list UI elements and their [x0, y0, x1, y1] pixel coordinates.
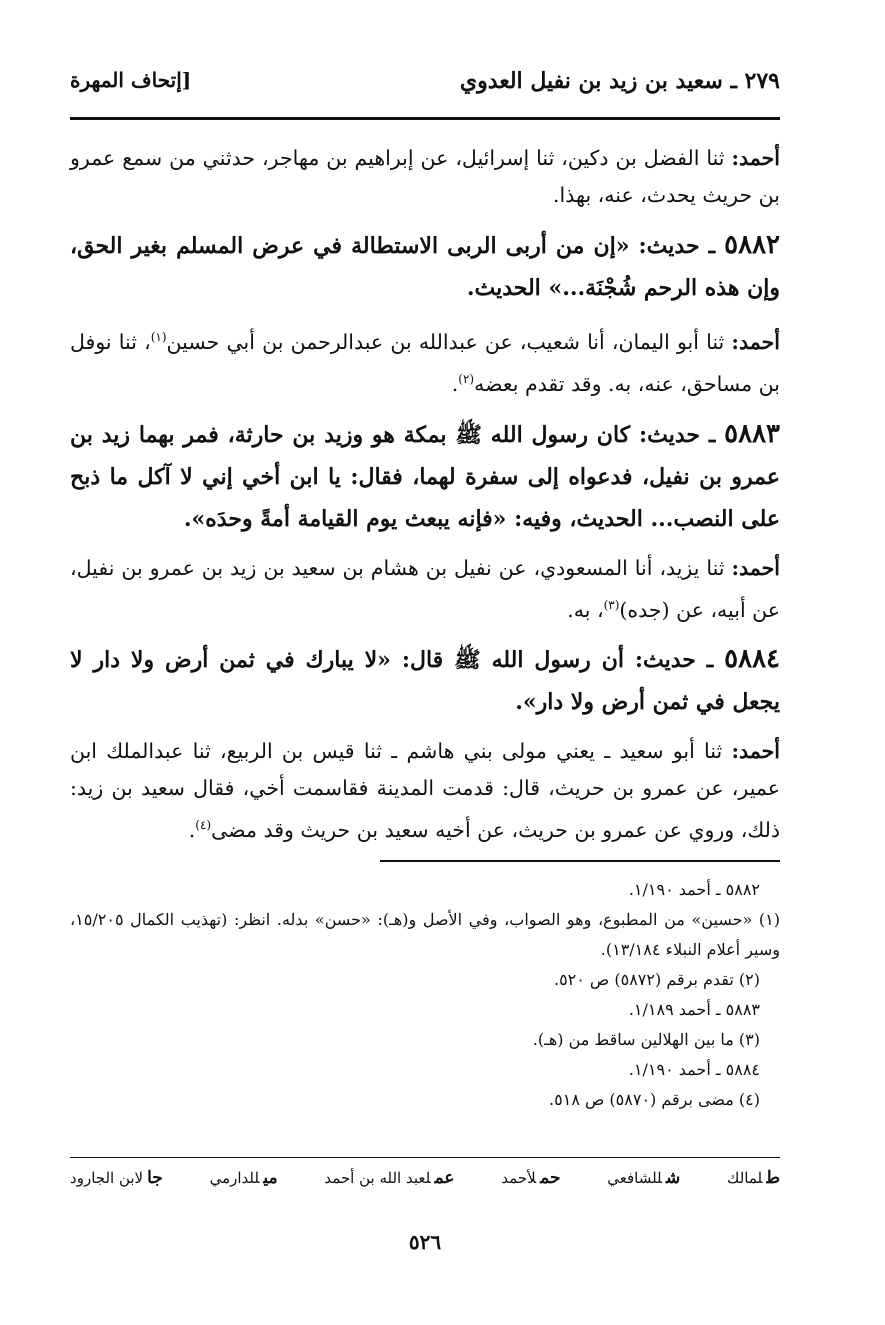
footnote-line: ٥٨٨٤ ـ أحمد ١/١٩٠.	[628, 1060, 760, 1079]
sigla-divider	[70, 1157, 780, 1158]
footnote-ref: (٣)	[603, 597, 620, 612]
isnad-paragraph: أحمد: ثنا الفضل بن دكين، ثنا إسرائيل، عن إبراهيم بن مهاجر، حدثني من سمع عمرو بن حريث يحدث، عنه، بهذا.	[70, 146, 780, 207]
header-divider	[70, 117, 780, 120]
main-text	[70, 140, 780, 859]
hadith-number: ٥٨٨٣	[724, 418, 780, 449]
sigil-item: شللشافعي	[607, 1168, 681, 1188]
hadith-number: ٥٨٨٢	[724, 230, 780, 260]
page-number: ٥٢٦	[408, 1230, 442, 1254]
footnote-line: ٥٨٨٣ ـ أحمد ١/١٨٩.	[628, 1000, 760, 1019]
hadith-paragraph: ٥٨٨٤ ـ حديث: أن رسول الله ﷺ قال: «لا يبارك في ثمن أرض ولا دار لا يجعل في ثمن أرض ولا دار».	[70, 644, 780, 716]
isnad-paragraph: أحمد: ثنا أبو اليمان، أنا شعيب، عن عبدالله بن عبدالرحمن بن أبي حسين$^{(١)}$، ثنا نوفل بن مساحق، عنه، به. وقد تقدم بعضه$^{(٢)}$.	[70, 329, 780, 396]
footnote-line: (١) «حسين» من المطبوع، وهو الصواب، وفي الأصل و(هـ): «حسن» بدله. انظر: (تهذيب الكمال ١٥/٢٠٥، وسير أعلام النبلاء ١٣/١٨٤).	[70, 910, 781, 959]
footnote-divider	[380, 860, 780, 862]
footnote-ref: (١)	[150, 330, 167, 344]
isnad-paragraph: أحمد: ثنا يزيد، أنا المسعودي، عن نفيل بن هشام بن سعيد بن زيد بن عمرو بن نفيل، عن أبيه، عن (جده)$^{(٣)}$، به.	[70, 555, 780, 622]
sigil-item: طلمالك	[727, 1168, 780, 1188]
hadith-paragraph: ٥٨٨٣ ـ حديث: كان رسول الله ﷺ بمكة هو وزيد بن حارثة، فمر بهما زيد بن عمرو بن نفيل، فدعواه إلى سفرة لهما، فقال: يا ابن أخي إني لا آكل ما ذبح على النصب... الحديث، وفيه: «فإنه يبعث يوم القيامة أمةً وحدَه».	[70, 418, 780, 532]
book-page	[70, 50, 780, 1280]
footnote-ref: (٤)	[195, 818, 212, 833]
sigil-item: جالابن الجارود	[70, 1168, 163, 1188]
sigil-item: ميللدارمي	[209, 1168, 278, 1188]
hadith-paragraph: ٥٨٨٢ ـ حديث: «إن من أربى الربى الاستطالة في عرض المسلم بغير الحق، وإن هذه الرحم شُجْنَة...» الحديث.	[70, 230, 780, 301]
footnote-ref: (٢)	[458, 371, 475, 386]
running-head	[70, 68, 780, 108]
sigil-item: حملأحمد	[501, 1168, 561, 1188]
book-title: [إتحاف المهرة	[70, 68, 192, 92]
sigil-item: عملعبد الله بن أحمد	[324, 1168, 455, 1188]
footnote-line: ٥٨٨٢ ـ أحمد ١/١٩٠.	[628, 880, 760, 899]
footnote-line: (٤) مضى برقم (٥٨٧٠) ص ٥١٨.	[549, 1090, 760, 1109]
sigla-legend	[70, 1168, 780, 1188]
hadith-number: ٥٨٨٤	[724, 644, 780, 675]
isnad-paragraph: أحمد: ثنا أبو سعيد ـ يعني مولى بني هاشم ـ ثنا قيس بن الربيع، ثنا عبدالملك ابن عمير، عن عمرو بن حريث، قال: قدمت المدينة فقاسمت أخي، فقال سعيد بن زيد: ذلك، وروي عن عمرو بن حريث، عن أخيه سعيد بن حريث وقد مضى$^{(٤)}$.	[70, 739, 780, 843]
footnote-line: (٢) تقدم برقم (٥٨٧٢) ص ٥٢٠.	[553, 970, 760, 989]
footnote-line: (٣) ما بين الهلالين ساقط من (هـ).	[532, 1030, 760, 1049]
chapter-title: ٢٧٩ ـ سعيد بن زيد بن نفيل العدوي	[459, 68, 780, 94]
footnotes	[70, 875, 780, 1115]
